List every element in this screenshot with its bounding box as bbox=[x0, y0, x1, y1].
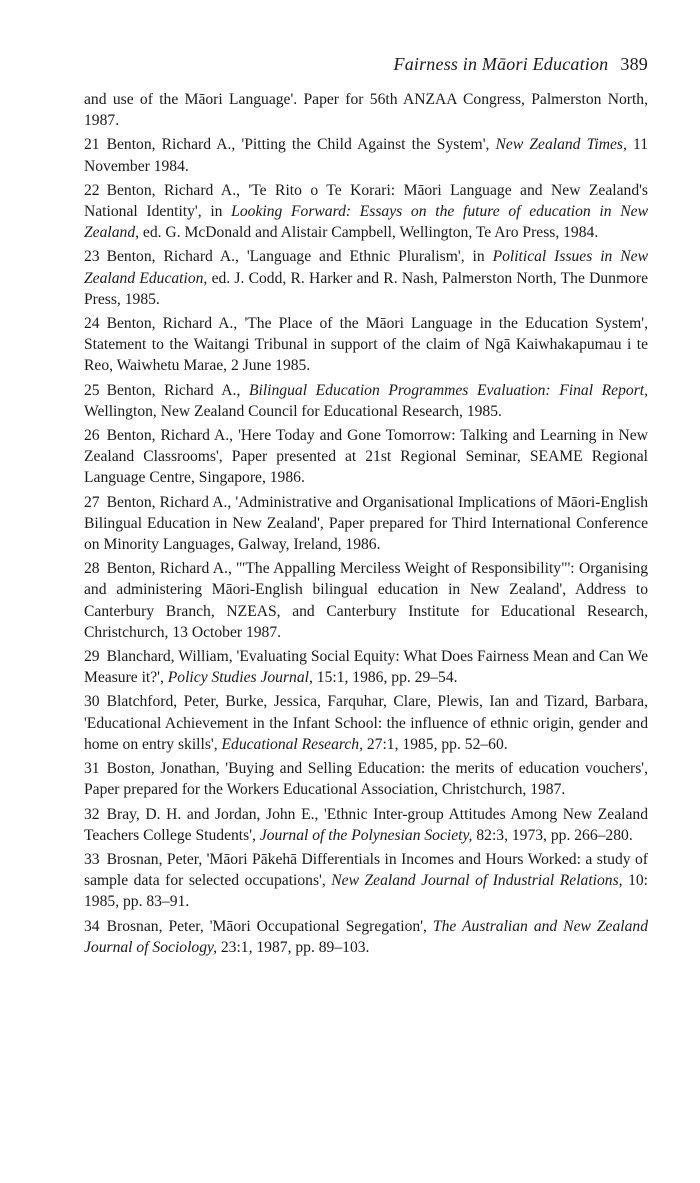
reference-text: 27:1, 1985, pp. 52–60. bbox=[362, 735, 508, 753]
reference-text: 11 November 1984. bbox=[84, 136, 648, 175]
reference-entry bbox=[84, 180, 648, 244]
reference-title-italic: Bilingual Education Programmes Evaluation: Final Report, bbox=[248, 381, 648, 399]
reference-title-italic: New Zealand Times, bbox=[495, 136, 627, 154]
reference-title-italic: The Australian and New Zealand Journal of Sociology, bbox=[84, 917, 648, 956]
reference-text: and use of the Māori Language'. Paper for 56th ANZAA Congress, Palmerston North, 1987. bbox=[84, 91, 648, 130]
reference-entry bbox=[84, 849, 648, 913]
reference-number: 21 bbox=[84, 136, 100, 154]
reference-entry bbox=[84, 425, 648, 489]
reference-text: Boston, Jonathan, 'Buying and Selling Education: the merits of education vouchers', Paper prepared for the Workers Educational Association, Christchurch, 1987. bbox=[84, 760, 648, 799]
reference-list bbox=[84, 89, 648, 958]
reference-number: 33 bbox=[84, 850, 100, 868]
reference-text: Wellington, New Zealand Council for Educational Research, 1985. bbox=[84, 402, 502, 420]
reference-entry bbox=[84, 558, 648, 643]
reference-text: Benton, Richard A., 'Administrative and Organisational Implications of Māori-English Bilingual Education in New Zealand', Paper prepared for Third International Conference on Minority Languages, Galway, Ireland, 1986. bbox=[84, 493, 648, 554]
reference-number: 24 bbox=[84, 315, 100, 333]
reference-entry bbox=[84, 246, 648, 310]
page bbox=[84, 54, 648, 961]
reference-text: 10: 1985, pp. 83–91. bbox=[84, 872, 648, 911]
reference-number: 25 bbox=[84, 381, 100, 399]
reference-text: Benton, Richard A., '"The Appalling Merciless Weight of Responsibility"': Organising and administering Māori-English bilingual education in New Zealand', Address to Canterbury Branch, NZEAS, and Canterbury Institute for Educational Research, Christchurch, 13 October 1987. bbox=[84, 560, 648, 641]
reference-entry bbox=[84, 134, 648, 176]
reference-entry bbox=[84, 804, 648, 846]
page-number: 389 bbox=[620, 54, 648, 74]
reference-number: 28 bbox=[84, 560, 100, 578]
reference-text: 23:1, 1987, pp. 89–103. bbox=[216, 938, 370, 956]
reference-text: Benton, Richard A., 'Language and Ethnic Pluralism', in bbox=[106, 248, 493, 266]
reference-text: 15:1, 1986, pp. 29–54. bbox=[312, 669, 458, 687]
reference-text: ed. G. McDonald and Alistair Campbell, Wellington, Te Aro Press, 1984. bbox=[139, 224, 599, 242]
reference-text: Blatchford, Peter, Burke, Jessica, Farquhar, Clare, Plewis, Ian and Tizard, Barbara, 'Educational Achievement in the Infant School: the influence of ethnic origin, gender and home on entry skills', bbox=[84, 693, 648, 753]
running-title: Fairness in Māori Education bbox=[393, 54, 609, 74]
reference-text: ed. J. Codd, R. Harker and R. Nash, Palmerston North, The Dunmore Press, 1985. bbox=[84, 269, 648, 308]
reference-number: 22 bbox=[84, 181, 100, 199]
reference-text: Benton, Richard A., 'Pitting the Child Against the System', bbox=[106, 136, 496, 154]
reference-text: Bray, D. H. and Jordan, John E., 'Ethnic Inter-group Attitudes Among New Zealand Teachers College Students', bbox=[84, 805, 648, 844]
reference-text: Brosnan, Peter, 'Māori Occupational Segregation', bbox=[106, 917, 433, 935]
reference-entry bbox=[84, 691, 648, 755]
reference-title-italic: New Zealand Journal of Industrial Relations, bbox=[331, 872, 623, 890]
reference-text: Benton, Richard A., 'Te Rito o Te Korari: Māori Language and New Zealand's National Identity', in bbox=[84, 181, 648, 221]
reference-entry bbox=[84, 380, 648, 422]
reference-number: 32 bbox=[84, 805, 100, 823]
reference-entry bbox=[84, 758, 648, 800]
reference-number: 23 bbox=[84, 248, 100, 266]
reference-title-italic: Political Issues in New Zealand Education, bbox=[84, 248, 648, 287]
reference-number: 34 bbox=[84, 917, 100, 935]
reference-text: 82:3, 1973, pp. 266–280. bbox=[472, 826, 633, 844]
reference-entry bbox=[84, 646, 648, 688]
reference-entry bbox=[84, 916, 648, 958]
reference-number: 30 bbox=[84, 693, 100, 711]
reference-number: 29 bbox=[84, 648, 100, 666]
reference-title-italic: Policy Studies Journal, bbox=[167, 669, 313, 687]
reference-title-italic: Educational Research, bbox=[221, 735, 363, 753]
reference-entry bbox=[84, 492, 648, 556]
reference-title-italic: Looking Forward: Essays on the future of education in New Zealand, bbox=[84, 203, 648, 242]
reference-number: 31 bbox=[84, 760, 100, 778]
reference-text: Benton, Richard A., bbox=[106, 381, 249, 399]
reference-number: 27 bbox=[84, 493, 100, 511]
reference-text: Benton, Richard A., 'The Place of the Māori Language in the Education System', Statement to the Waitangi Tribunal in support of the claim of Ngā Kaiwhakapumau i te Reo, Waiwhetu Marae, 2 June 1985. bbox=[84, 315, 648, 375]
reference-title-italic: Journal of the Polynesian Society, bbox=[259, 826, 473, 844]
running-header bbox=[84, 54, 648, 75]
reference-number: 26 bbox=[84, 427, 100, 445]
reference-text: Benton, Richard A., 'Here Today and Gone Tomorrow: Talking and Learning in New Zealand Classrooms', Paper presented at 21st Regional Seminar, SEAME Regional Language Centre, Singapore, 1986. bbox=[84, 427, 648, 487]
reference-text: Brosnan, Peter, 'Māori Pākehā Differentials in Incomes and Hours Worked: a study of sample data for selected occupations', bbox=[84, 850, 648, 890]
reference-entry bbox=[84, 89, 648, 131]
reference-text: Blanchard, William, 'Evaluating Social Equity: What Does Fairness Mean and Can We Measure it?', bbox=[84, 648, 648, 687]
reference-entry bbox=[84, 313, 648, 377]
